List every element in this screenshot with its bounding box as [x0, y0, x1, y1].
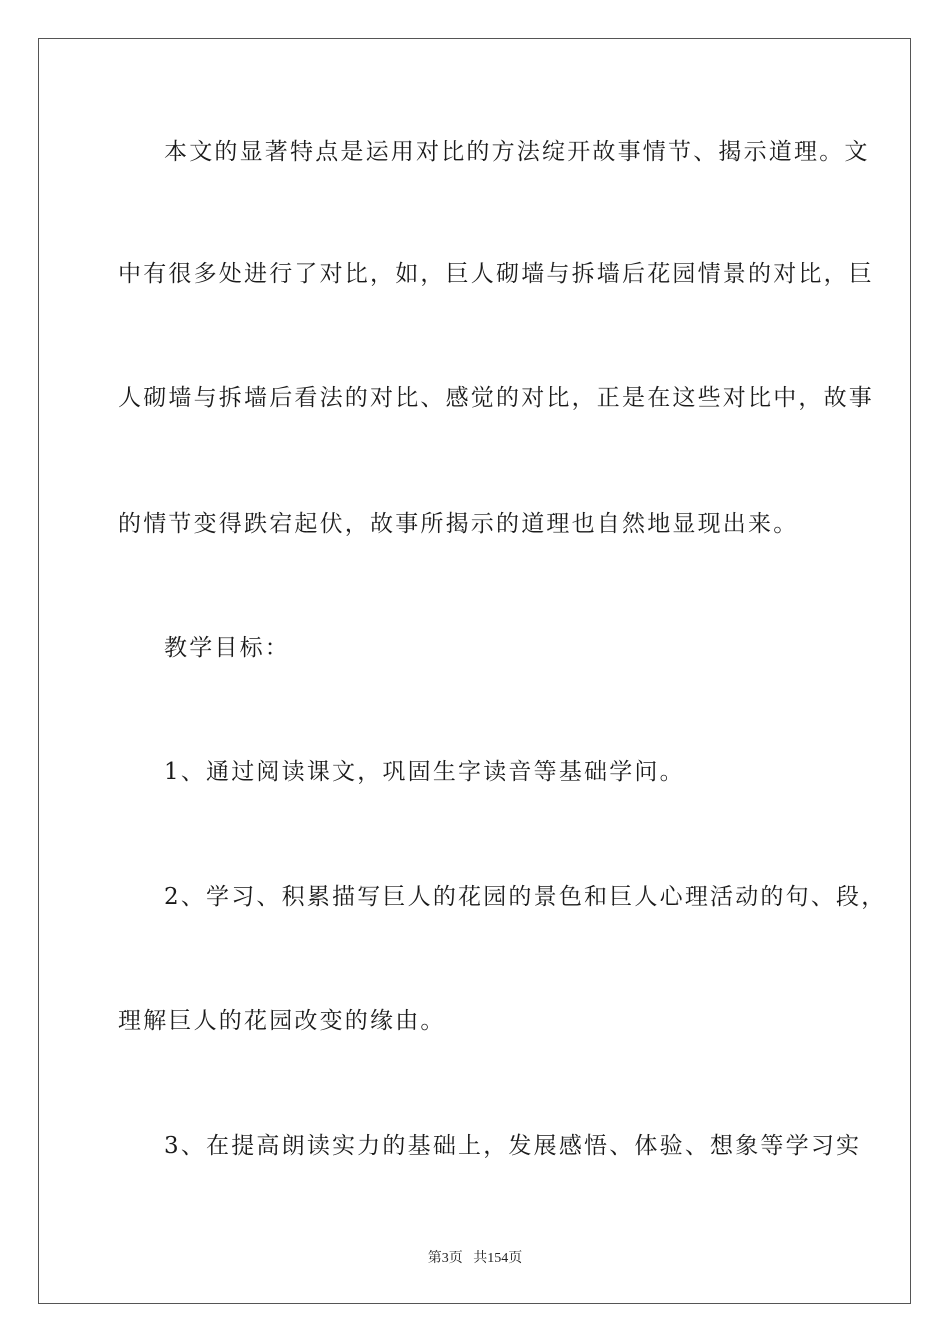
- list-item-continuation: 理解巨人的花园改变的缘由。: [118, 1008, 446, 1034]
- section-heading: 教学目标：: [164, 635, 290, 661]
- list-item: 3、在提高朗读实力的基础上，发展感悟、体验、想象等学习实: [164, 1133, 862, 1159]
- paragraph-line: 人砌墙与拆墙后看法的对比、感觉的对比，正是在这些对比中，故事: [118, 385, 874, 411]
- list-item: 2、学习、积累描写巨人的花园的景色和巨人心理活动的句、段，: [164, 884, 887, 910]
- page-footer: [0, 1247, 950, 1267]
- page-number: 第3页: [427, 1251, 463, 1266]
- paragraph-line: 本文的显著特点是运用对比的方法绽开故事情节、揭示道理。文: [164, 139, 870, 165]
- paragraph-line: 的情节变得跌宕起伏，故事所揭示的道理也自然地显现出来。: [118, 511, 799, 537]
- paragraph-line: 中有很多处进行了对比，如，巨人砌墙与拆墙后花园情景的对比，巨: [118, 261, 874, 287]
- page-border: [38, 38, 911, 1304]
- list-item: 1、通过阅读课文，巩固生字读音等基础学问。: [164, 759, 685, 785]
- page-total: 共154页: [473, 1251, 523, 1266]
